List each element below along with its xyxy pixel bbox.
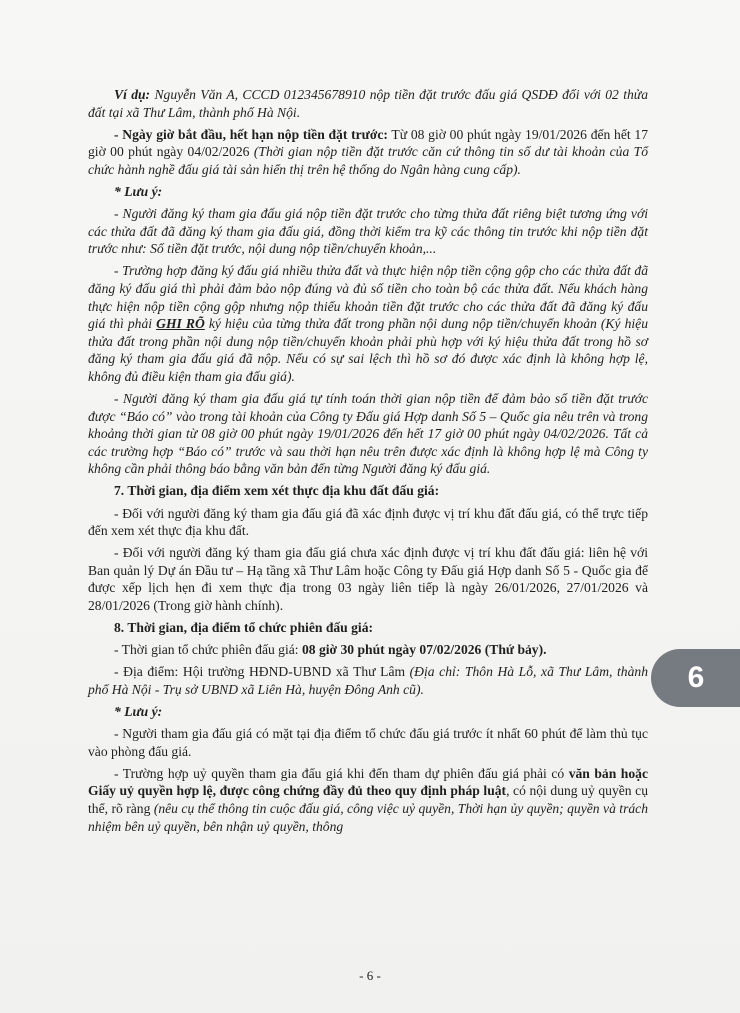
- note1-paragraph-1: - Người đăng ký tham gia đấu giá nộp tiền đặt trước cho từng thửa đất riêng biệt tương ứng với các thửa đất đã đăng ký tham gia đấu giá, đồng thời kiểm tra kỹ các thông tin trước khi nộp tiền đặt trước như: Số tiền đặt trước, nội dung nộp tiền/chuyển khoản,...: [88, 206, 648, 257]
- section7-paragraph-2: - Đối với người đăng ký tham gia đấu giá chưa xác định được vị trí khu đất đấu giá: liên hệ với Ban quản lý Dự án Đầu tư – Hạ tầng xã Thư Lâm hoặc Công ty Đấu giá Hợp danh Số 5 - Quốc gia để được xếp lịch hẹn đi xem thực địa trong 03 ngày liên tiếp là ngày 26/01/2026, 27/01/2026 và 28/01/2026 (Trong giờ hành chính).: [88, 545, 648, 614]
- note1-paragraph-2: [88, 262, 648, 385]
- note2-paragraph-1: - Người tham gia đấu giá có mặt tại địa điểm tổ chức đấu giá trước ít nhất 60 phút để làm thủ tục vào phòng đấu giá.: [88, 726, 648, 759]
- note2-label: * Lưu ý:: [114, 704, 163, 719]
- deposit-time-text: Từ 08 giờ 00 phút ngày 19/01/2026 đến hết 17 giờ 00 phút ngày 04/02/2026: [88, 126, 648, 160]
- note1-p2-emphasis: GHI RÕ: [156, 316, 205, 332]
- deposit-time-note: (Thời gian nộp tiền đặt trước căn cứ thông tin số dư tài khoản của Tổ chức hành nghề đấu giá tài sản hiển thị trên hệ thống do Ngân hàng cung cấp).: [88, 144, 649, 177]
- section8-place-note: (Địa chỉ: Thôn Hà Lỗ, xã Thư Lâm, thành phố Hà Nội - Trụ sở UBND xã Liên Hà, huyện Đông Anh cũ).: [88, 664, 648, 697]
- section7-title: 7. Thời gian, địa điểm xem xét thực địa khu đất đấu giá:: [114, 483, 440, 499]
- section8-place-paragraph: [88, 663, 648, 698]
- deposit-time-label: - Ngày giờ bắt đầu, hết hạn nộp tiền đặt trước:: [114, 126, 388, 142]
- section8-time-label: - Thời gian tổ chức phiên đấu giá:: [114, 642, 302, 658]
- page-number-tab[interactable]: [651, 649, 740, 707]
- section8-time-paragraph: [88, 641, 648, 659]
- note2-p2-italic: (nêu cụ thể thông tin cuộc đấu giá, công việc uỷ quyền, Thời hạn ủy quyền; quyền và trách nhiệm bên uỷ quyền, bên nhận uỷ quyền, thông: [88, 800, 648, 834]
- note1-p2-text-a: - Trường hợp đăng ký đấu giá nhiều thửa đất và thực hiện nộp tiền cộng gộp cho các thửa đất đã đăng ký đấu giá thì phải đảm bảo nộp đúng và đủ số tiền cho toàn bộ các thửa đất. Nếu khách hàng thực hiện nộp tiền cộng gộp nhưng nộp thiếu khoản tiền đặt trước cho các thửa đất đã đăng ký đấu giá thì phải: [88, 263, 648, 332]
- page-number: - 6 -: [359, 968, 381, 983]
- example-text: Nguyễn Văn A, CCCD 012345678910 nộp tiền đặt trước đấu giá QSDĐ đối với 02 thửa đất tại xã Thư Lâm, thành phố Hà Nội.: [88, 87, 648, 120]
- note1-label: * Lưu ý:: [114, 183, 163, 199]
- note2-paragraph-2: [88, 765, 648, 835]
- section8-title: 8. Thời gian, địa điểm tổ chức phiên đấu giá:: [114, 620, 374, 636]
- example-label: Ví dụ:: [114, 87, 151, 102]
- section8-time-value: 08 giờ 30 phút ngày 07/02/2026 (Thứ bảy).: [301, 642, 547, 658]
- section7-paragraph-1: - Đối với người đăng ký tham gia đấu giá đã xác định được vị trí khu đất đấu giá, có thể trực tiếp đến xem xét thực địa khu đất.: [88, 505, 648, 539]
- note2-p2-text-b: , có nội dung uỷ quyền cụ thể, rõ ràng: [88, 783, 648, 816]
- deposit-time-paragraph: [88, 126, 648, 179]
- document-body: [88, 86, 648, 840]
- section8-place-label: - Địa điểm: Hội trường HĐND-UBND xã Thư Lâm: [114, 664, 410, 680]
- note1-paragraph-3: - Người đăng ký tham gia đấu giá tự tính toán thời gian nộp tiền để đảm bảo số tiền đặt trước được “Báo có” vào trong tài khoản của Công ty Đấu giá Hợp danh Số 5 – Quốc gia nêu trên và trong khoảng thời gian từ 08 giờ 00 phút ngày 19/01/2026 đến hết 17 giờ 00 phút ngày 04/02/2026. Tất cả các trường hợp “Báo có” trước và sau thời hạn nêu trên được xác định là không hợp lệ mà Công ty không cần phải thông báo bằng văn bản đến từng Người đăng ký đấu giá.: [88, 391, 648, 477]
- note2-p2-bold: văn bản hoặc Giấy uỷ quyền hợp lệ, được công chứng đầy đủ theo quy định pháp luật: [88, 765, 648, 799]
- note2-p2-text-a: - Trường hợp uỷ quyền tham gia đấu giá khi đến tham dự phiên đấu giá phải có: [114, 765, 569, 781]
- example-paragraph: [88, 86, 648, 121]
- page-number-tab-label: 6: [687, 661, 705, 694]
- note1-p2-text-b: ký hiệu của từng thửa đất trong phần nội dung nộp tiền/chuyển khoản (Ký hiệu thửa đất trong phần nội dung nộp tiền/chuyển khoản phải phù hợp với ký hiệu thửa đất trong hồ sơ đăng ký tham gia đấu giá đã nộp. Nếu có sự sai lệch thì hồ sơ đó được xác định là không hợp lệ, không đủ điều kiện tham gia đấu giá).: [88, 316, 648, 384]
